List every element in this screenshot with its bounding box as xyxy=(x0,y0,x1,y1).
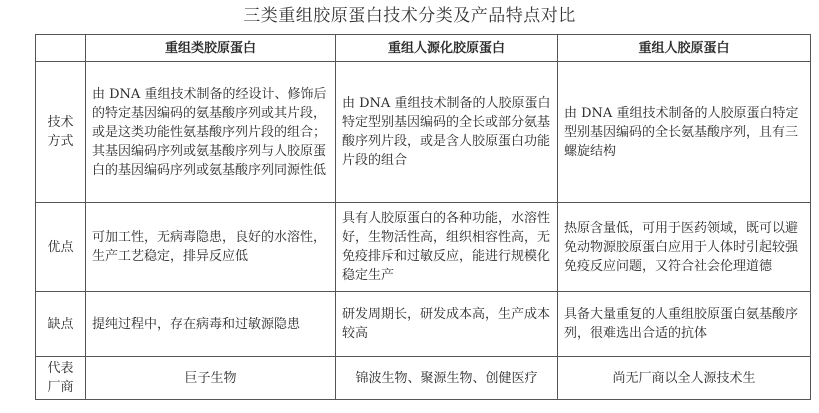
table-row xyxy=(36,292,811,357)
cell-representatives-type1: 巨子生物 xyxy=(86,357,336,400)
header-recombinant-humanized: 重组人源化胶原蛋白 xyxy=(336,35,558,62)
cell-technique-type3: 由 DNA 重组技术制备的人胶原蛋白特定型别基因编码的全长氨基酸序列，且有三螺旋结构 xyxy=(558,62,811,203)
table-row xyxy=(36,357,811,400)
cell-technique-type2: 由 DNA 重组技术制备的人胶原蛋白特定型别基因编码的全长或部分氨基酸序列片段，或是含人胶原蛋白功能片段的组合 xyxy=(336,62,558,203)
header-row xyxy=(36,35,811,62)
cell-advantages-type3: 热原含量低，可用于医药领域，既可以避免动物源胶原蛋白应用于人体时引起较强免疫反应问题，又符合社会伦理道德 xyxy=(558,203,811,292)
row-label-technique xyxy=(36,62,86,203)
table-row xyxy=(36,203,811,292)
cell-advantages-type1: 可加工性，无病毒隐患，良好的水溶性，生产工艺稳定，排异反应低 xyxy=(86,203,336,292)
row-label-representatives xyxy=(36,357,86,400)
table-title: 三类重组胶原蛋白技术分类及产品特点对比 xyxy=(243,6,576,26)
cell-technique-type1: 由 DNA 重组技术制备的经设计、修饰后的特定基因编码的氨基酸序列或其片段，或是这类功能性氨基酸序列片段的组合；其基因编码序列或氨基酸序列与人胶原蛋白的基因编码序列或氨基酸序列同源性低 xyxy=(86,62,336,203)
cell-disadvantages-type2: 研发周期长，研发成本高，生产成本较高 xyxy=(336,292,558,357)
cell-representatives-type3: 尚无厂商以全人源技术生 xyxy=(558,357,811,400)
cell-advantages-type2: 具有人胶原蛋白的各种功能，水溶性好，生物活性高，组织相容性高，无免疫排斥和过敏反应，能进行规模化稳定生产 xyxy=(336,203,558,292)
row-label-advantages: 优点 xyxy=(36,203,86,292)
row-label-disadvantages: 缺点 xyxy=(36,292,86,357)
comparison-table xyxy=(35,34,811,400)
cell-disadvantages-type1: 提纯过程中，存在病毒和过敏源隐患 xyxy=(86,292,336,357)
header-recombinant-collagen-like: 重组类胶原蛋白 xyxy=(86,35,336,62)
row-label-text: 技术 方式 xyxy=(47,115,74,149)
table-row xyxy=(36,62,811,203)
row-label-text: 代表 厂商 xyxy=(47,361,74,395)
header-recombinant-human: 重组人胶原蛋白 xyxy=(558,35,811,62)
cell-representatives-type2: 锦波生物、聚源生物、创健医疗 xyxy=(336,357,558,400)
header-corner xyxy=(36,35,86,62)
cell-disadvantages-type3: 具备大量重复的人重组胶原蛋白氨基酸序列，很难选出合适的抗体 xyxy=(558,292,811,357)
